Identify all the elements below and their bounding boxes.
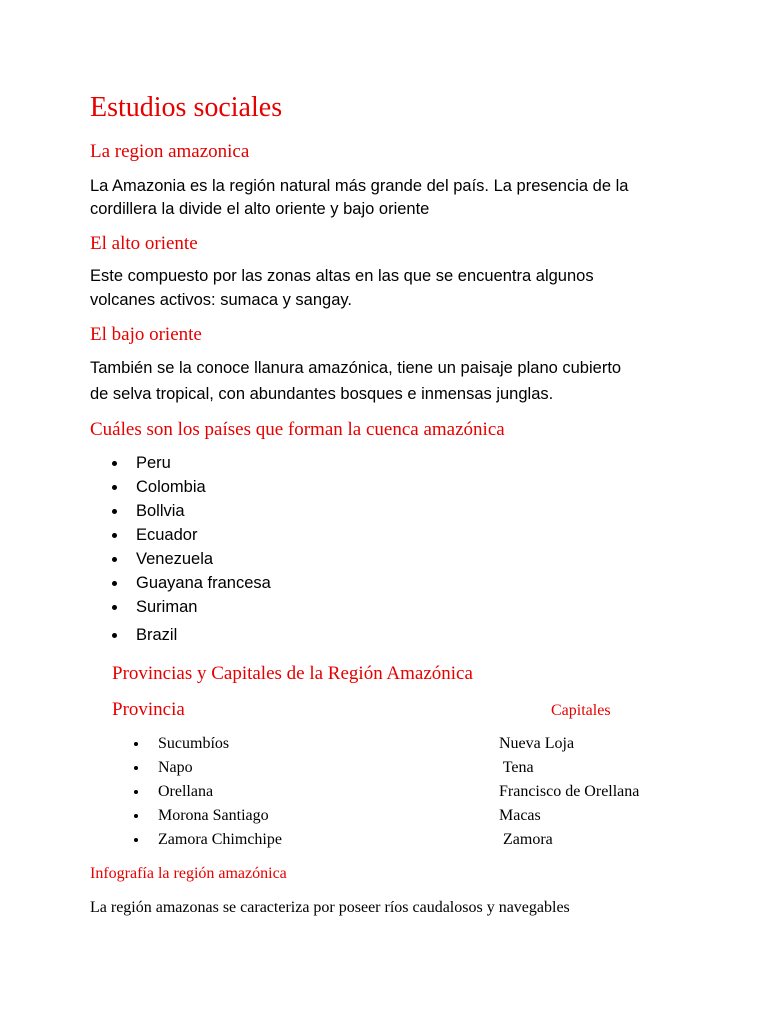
heading-paises: Cuáles son los países que forman la cuenca amazónica xyxy=(90,419,505,440)
capital-item: Zamora xyxy=(499,831,553,848)
list-item: Morona Santiago xyxy=(132,804,282,828)
capital-item: Nueva Loja xyxy=(499,735,575,752)
heading-region-amazonica: La region amazonica xyxy=(90,141,250,162)
paragraph-line: Este compuesto por las zonas altas en las que se encuentra algunos xyxy=(90,267,594,285)
heading-infografia: Infografía la región amazónica xyxy=(90,865,287,882)
list-item: Ecuador xyxy=(110,523,271,547)
list-item: Orellana xyxy=(132,780,282,804)
heading-bajo-oriente: El bajo oriente xyxy=(90,324,202,345)
list-item: Suriman xyxy=(110,595,271,619)
list-item: Bollvia xyxy=(110,499,271,523)
list-item: Zamora Chimchipe xyxy=(132,828,282,852)
paragraph-line: La Amazonia es la región natural más grande del país. La presencia de la xyxy=(90,177,629,195)
paragraph-line: También se la conoce llanura amazónica, tiene un paisaje plano cubierto xyxy=(90,359,622,377)
paragraph-line: cordillera la divide el alto oriente y bajo oriente xyxy=(90,200,430,218)
heading-alto-oriente: El alto oriente xyxy=(90,233,198,254)
list-item: Guayana francesa xyxy=(110,571,271,595)
column-header-provincia: Provincia xyxy=(112,699,185,720)
paragraph-line: de selva tropical, con abundantes bosques e inmensas junglas. xyxy=(90,385,554,403)
countries-list xyxy=(110,451,271,647)
paragraph-line: volcanes activos: sumaca y sangay. xyxy=(90,291,352,309)
capital-item: Tena xyxy=(499,759,534,776)
heading-provincias-capitales: Provincias y Capitales de la Región Amazónica xyxy=(112,663,473,684)
list-item: Venezuela xyxy=(110,547,271,571)
capital-item: Macas xyxy=(499,807,541,824)
list-item: Peru xyxy=(110,451,271,475)
column-header-capitales: Capitales xyxy=(551,702,611,719)
page-title: Estudios sociales xyxy=(90,92,283,123)
list-item: Napo xyxy=(132,756,282,780)
list-item: Brazil xyxy=(110,623,271,647)
capital-item: Francisco de Orellana xyxy=(499,783,640,800)
capitals-list xyxy=(499,732,639,852)
list-item: Sucumbíos xyxy=(132,732,282,756)
list-item: Colombia xyxy=(110,475,271,499)
provinces-list xyxy=(132,732,282,852)
paragraph-line: La región amazonas se caracteriza por poseer ríos caudalosos y navegables xyxy=(90,899,570,916)
